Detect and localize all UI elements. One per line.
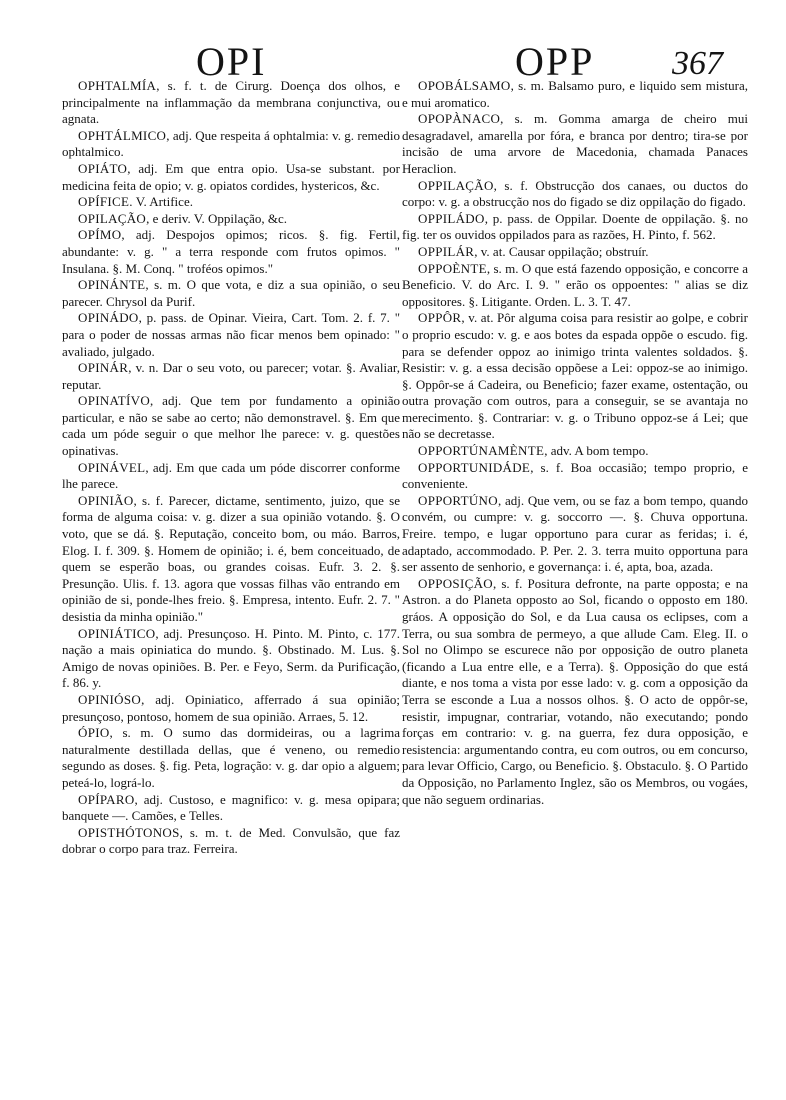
dictionary-entry (62, 792, 400, 825)
dictionary-entry (62, 725, 400, 791)
entry-headword: OPÍMO (78, 227, 122, 243)
dictionary-entry (402, 211, 748, 244)
dictionary-entry (402, 244, 748, 261)
entry-headword: OPPILÁDO (418, 210, 485, 226)
dictionary-entry (62, 493, 400, 626)
entry-headword: OPPÔR (418, 310, 462, 326)
entry-headword: OPINATÍVO (78, 393, 151, 409)
dictionary-entry (62, 393, 400, 459)
entry-definition: , v. at. Causar oppilação; obstruír. (474, 243, 649, 259)
dictionary-entry (402, 310, 748, 443)
entry-headword: OPINÁR (78, 360, 129, 376)
entry-headword: OPÍPARO (78, 791, 135, 807)
entry-headword: OPHTÁLMICO (78, 127, 167, 143)
entry-headword: OPPILAÇÃO (418, 177, 494, 193)
entry-headword: OPINÁNTE (78, 277, 146, 293)
entry-definition: , adj. Que vem, ou se faz a bom tempo, quando convém, ou cumpre: v. g. soccorro —. §. Chuva opportuna. Freire. tempo, e lugar opportuno para curar as feridas; i. é, adaptado, accommodado. P. Per. 2. 3. terra muito opportuna para ser assento de senhorio, e governança: i. é, apta, boa, azada. (402, 492, 748, 575)
entry-definition: , s. f. Positura defronte, na parte opposta; e na Astron. a do Planeta opposto ao Sol, ficando o opposto em 180. gráos. A opposição do Sol, e da Lua causa os eclipses, com a Terra, ou sua sombra de permeyo, a que allude Cam. Eleg. II. o Sol no Olimpo se escurece não por opposição de outro planeta (ficando a Lua entre elle, e a Terra). §. Opposição do que está diante, e nos toma a vista por esse lado: v. g. com a opposição da Terra se esconde a Lua a nossos olhos. §. O acto de oppôr-se, resistir, impugnar, contrariar, votando, não executando; pondo forças em contrario: v. g. na guerra, fez dura opposição, e resistencia: argumentando contra, eu com outros, ou em concurso, para levar Officio, Cargo, ou Beneficio. §. Obstaculo. §. O Partido da Opposição, no Parlamento Inglez, são os Membros, ou vogáes, que não seguem ordinarias. (402, 575, 748, 807)
entry-definition: , s. m. Balsamo puro, e liquido sem mistura, e mui aromatico. (402, 78, 748, 110)
dictionary-entry (402, 78, 748, 111)
entry-headword: OPPILÁR (418, 243, 475, 259)
left-column (62, 78, 400, 1088)
entry-headword: OPIÁTO (78, 160, 128, 176)
entry-definition: , adj. Presunçoso. H. Pinto. M. Pinto, c. 177. nação a mais opiniatica do mundo. §. Obstinado. M. Lus. §. Amigo de novas opiniões. B. Per. e Feyo, Serm. da Purificação, f. 86. y. (62, 625, 400, 691)
entry-headword: OPPOSIÇÃO (418, 575, 493, 591)
dictionary-entry (62, 128, 400, 161)
entry-definition: , s. f. Parecer, dictame, sentimento, juizo, que se forma de alguma coisa: v. g. dizer a sua opinião votando. §. O voto, que se dá. §. Reputação, conceito bom, ou máo. Barros, Elog. I. f. 309. §. Homem de opinião; i. é, bem conceituado, de quem se esperão boas, ou grandes coisas. Eufr. 3. 2. §. Presunção. Ulis. f. 13. agora que vossas filhas vão entrando em opinião de si, ponde-lhes freio. §. Empresa, intento. Eufr. 2. 7. " desistia da minha opinião." (62, 492, 400, 624)
entry-headword: OPINIÁTICO (78, 625, 156, 641)
entry-headword: OPILAÇÃO (78, 210, 147, 226)
entry-headword: OPINIÓSO (78, 691, 142, 707)
entry-definition: , adj. Custoso, e magnifico: v. g. mesa opipara; banquete —. Camões, e Telles. (62, 791, 400, 824)
dictionary-entry (62, 310, 400, 360)
dictionary-entry (402, 493, 748, 576)
entry-definition: , adj. Opiniatico, afferrado á sua opinião; presunçoso, pontoso, homem de sua opinião. Arraes, 5. 12. (62, 691, 400, 724)
entry-headword: OPISTHÓTONOS (78, 824, 180, 840)
entry-definition: , adj. Despojos opimos; ricos. §. fig. Fertil, abundante: v. g. " a terra responde com frutos opimos. " Insulana. §. M. Conq. " troféos opimos." (62, 227, 400, 276)
entry-headword: OPOPÀNACO (418, 111, 501, 127)
dictionary-entry (62, 626, 400, 692)
entry-definition: , s. m. O sumo das dormideiras, ou a lagrima naturalmente destillada dellas, que é veneno, ou remedio segundo as doses. §. fig. Peta, logração: v. g. dar opio a alguem; peteá-lo, lográ-lo. (62, 725, 400, 790)
entry-definition: , adj. Que tem por fundamento a opinião particular, e não se sabe ao certo; não demonstravel. §. Em que cada um póde seguir o que melhor lhe parece: v. g. questões opinativas. (62, 393, 400, 459)
entry-definition: V. Artifice. (132, 194, 193, 210)
dictionary-entry (402, 261, 748, 311)
entry-definition: , v. n. Dar o seu voto, ou parecer; votar. §. Avaliar, reputar. (62, 360, 400, 392)
entry-definition: , p. pass. de Opinar. Vieira, Cart. Tom. 2. f. 7. " para o poder de nossas armas não ficar menos bem opinado: " avaliado, julgado. (62, 310, 400, 359)
entry-headword: OPÍFICE. (78, 194, 133, 210)
page-number: 367 (672, 45, 723, 82)
dictionary-entry (62, 692, 400, 725)
entry-headword: OPPORTÚNO (418, 492, 498, 508)
entry-definition: , s. m. t. de Med. Convulsão, que faz dobrar o corpo para traz. Ferreira. (62, 824, 400, 857)
dictionary-entry (402, 460, 748, 493)
dictionary-entry (62, 460, 400, 493)
dictionary-entry (62, 194, 400, 211)
entry-headword: ÓPIO (78, 725, 110, 741)
right-column (402, 78, 748, 1088)
dictionary-entry (62, 211, 400, 228)
entry-definition: , e deriv. V. Oppilação, &c. (146, 210, 288, 226)
entry-definition: , s. m. O que vota, e diz a sua opinião, o seu parecer. Chrysol da Purif. (62, 277, 400, 309)
entry-headword: OPPORTUNIDÁDE (418, 459, 531, 475)
dictionary-entry (62, 161, 400, 194)
entry-headword: OPINÁDO (78, 310, 139, 326)
dictionary-entry (62, 825, 400, 858)
dictionary-entry (402, 576, 748, 808)
entry-definition: , v. at. Pôr alguma coisa para resistir ao golpe, e cobrir o proprio escudo: v. g. e aos botes da espada oppõe o escudo. fig. para se defender oppoz ao inimigo trinta valentes soldados. §. Resistir: v. g. a essa decisão oppõese a Lei: oppoz-se ao inimigo. §. Oppôr-se á Cadeira, ou Beneficio; fazer exame, ostentação, ou outra provação com outros, para a conseguir, se se avantaja no merecimento. §. Contrariar: v. g. o Tribuno oppoz-se á Lei; que não se decretasse. (402, 310, 748, 442)
entry-headword: OPOBÁLSAMO (418, 78, 511, 93)
dictionary-entry (402, 111, 748, 177)
entry-headword: OPPORTÚNAMÈNTE (418, 443, 545, 459)
entry-definition: , s. f. Obstrucção dos canaes, ou ductos do corpo: v. g. a obstrucção nos do figado se diz oppilação do figado. (402, 177, 748, 210)
left-guide-word: OPI (196, 39, 267, 84)
entry-definition: , adv. A bom tempo. (544, 443, 649, 459)
dictionary-entry (402, 443, 748, 460)
entry-headword: OPHTALMÍA (78, 78, 157, 93)
entry-definition: , s. m. O que está fazendo opposição, e concorre a Beneficio. V. do Arc. I. 9. " erão os oppoentes: " alias se diz oppositores. §. Litigante. Orden. L. 3. T. 47. (402, 260, 748, 309)
entry-definition: , adj. Que respeita á ophtalmia: v. g. remedio ophtalmico. (62, 127, 400, 160)
dictionary-entry (62, 78, 400, 128)
entry-headword: OPINÁVEL (78, 459, 146, 475)
dictionary-entry (402, 178, 748, 211)
right-guide-word: OPP (515, 39, 595, 84)
entry-definition: , adj. Em que cada um póde discorrer conforme lhe parece. (62, 459, 400, 492)
entry-definition: , s. m. Gomma amarga de cheiro mui desagradavel, amarella por fóra, e branca por dentro; tira-se por incisão de uma arvore de Macedonia, chamada Panaces Heraclion. (402, 111, 748, 176)
entry-definition: , adj. Em que entra opio. Usa-se substant. por medicina feita de opio; v. g. opiatos cordides, hystericos, &c. (62, 160, 400, 193)
dictionary-entry (62, 360, 400, 393)
entry-definition: , s. f. t. de Cirurg. Doença dos olhos, e principalmente na inflammação da membrana conjunctiva, ou agnata. (62, 78, 400, 127)
entry-definition: , p. pass. de Oppilar. Doente de oppilação. §. no fig. ter os ouvidos oppilados para as razões, H. Pinto, f. 562. (402, 210, 748, 243)
entry-definition: , s. f. Boa occasião; tempo proprio, e conveniente. (402, 459, 748, 492)
entry-headword: OPINIÃO (78, 492, 134, 508)
dictionary-entry (62, 227, 400, 277)
dictionary-entry (62, 277, 400, 310)
entry-headword: OPPOÈNTE (418, 260, 487, 276)
